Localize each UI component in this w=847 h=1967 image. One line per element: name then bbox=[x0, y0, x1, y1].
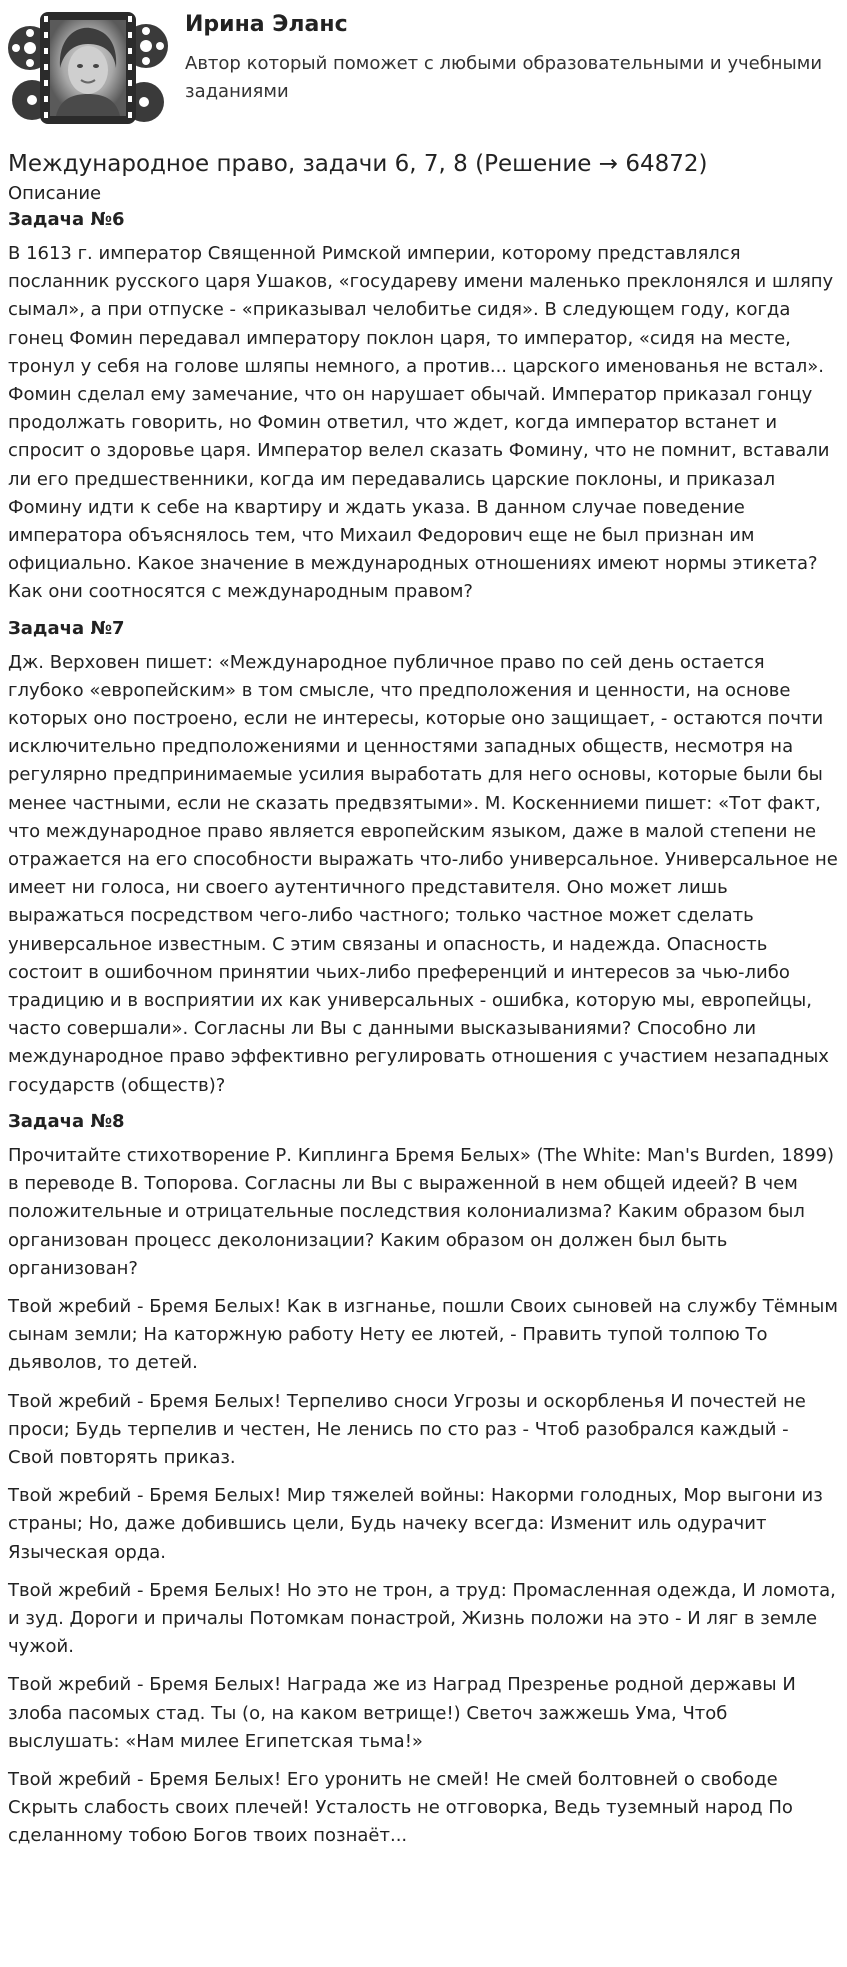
poem-stanza: Твой жребий - Бремя Белых! Как в изгнанье, пошли Своих сыновей на службу Тёмным сынам земли; На каторжную работу Нету ее лютей, - Править тупой толпою То дьяволов, то детей. bbox=[8, 1295, 838, 1374]
task-text: В 1613 г. император Священной Римской империи, которому представлялся посланник русского царя Ушаков, «государеву имени маленько преклонялся и шляпу сымал», а при отпуске - «приказывал челобитье сидя». В следующем году, когда гонец Фомин передавал императору поклон царя, то император, «сидя на месте, тронул у себя на голове шляпы немного, а против... царского именованья не встал». Фомин сделал ему замечание, что он нарушает обычай. Император приказал гонцу продолжать говорить, но Фомин ответил, что ждет, когда император встанет и спросит о здоровье царя. Император велел сказать Фомину, что не помнит, вставали ли его предшественники, когда им передавались царские поклоны, и приказал Фомину идти к себе на квартиру и ждать указа. В данном случае поведение императора объяснялось тем, что Михаил Федорович еще не был признан им официально. Какое значение в международных отношениях имеют нормы этикета? Как они соотносятся с международным правом? bbox=[8, 243, 834, 603]
author-description: Автор который поможет с любыми образовательными и учебными заданиями bbox=[185, 53, 823, 102]
task-text: Прочитайте стихотворение Р. Киплинга Бремя Белых» (The White: Man's Burden, 1899) в переводе В. Топорова. Согласны ли Вы с выраженной в нем общей идеей? В чем положительные и отрицательные последствия колониализма? Каким образом был организован процесс деколонизации? Каким образом он должен был быть организован? bbox=[8, 1144, 835, 1279]
poem-stanza: Твой жребий - Бремя Белых! Мир тяжелей войны: Накорми голодных, Мор выгони из страны; Но, даже добившись цели, Будь начеку всегда: Изменит иль одурачит Языческая орда. bbox=[8, 1485, 823, 1563]
task-6 bbox=[8, 208, 840, 607]
film-reel-avatar-icon bbox=[8, 8, 168, 128]
task-heading: Задача №6 bbox=[8, 209, 125, 230]
page-title: Международное право, задачи 6, 7, 8 (Решение → 64872) bbox=[8, 151, 708, 177]
task-8 bbox=[8, 1110, 840, 1851]
author-card bbox=[0, 0, 847, 135]
poem-stanza: Твой жребий - Бремя Белых! Его уронить не смей! Не смей болтовней о свободе Скрыть слабость своих плечей! Усталость не отговорка, Ведь туземный народ По сделанному тобою Богов твоих познаёт... bbox=[8, 1768, 793, 1847]
poem-stanza: Твой жребий - Бремя Белых! Терпеливо сноси Угрозы и оскорбленья И почестей не проси; Будь терпелив и честен, Не ленись по сто раз - Чтоб разобрался каждый - Свой повторять приказ. bbox=[8, 1390, 806, 1468]
poem-stanza: Твой жребий - Бремя Белых! Награда же из Наград Презренье родной державы И злоба пасомых стад. Ты (о, на каком ветрище!) Светоч зажжешь Ума, Чтоб выслушать: «Нам милее Египетская тьма!» bbox=[8, 1674, 796, 1752]
task-7 bbox=[8, 617, 840, 1100]
task-heading: Задача №8 bbox=[8, 1110, 125, 1132]
author-name[interactable]: Ирина Эланс bbox=[185, 12, 348, 37]
task-heading: Задача №7 bbox=[8, 617, 125, 639]
task-text: Дж. Верховен пишет: «Международное публичное право по сей день остается глубоко «европейским» в том смысле, что предположения и ценности, на основе которых оно построено, если не интересы, которые оно защищает, - остаются почти исключительно предположениями и ценностями западных обществ, несмотря на регулярно предпринимаемые усилия выработать для него основы, которые были бы менее частными, если не сказать предвзятыми». М. Коскенниеми пишет: «Тот факт, что международное право является европейским языком, даже в малой степени не отражается на его способности выражать что-либо универсальное. Универсальное не имеет ни голоса, ни своего аутентичного представителя. Оно может лишь выражаться посредством чего-либо частного; только частное может сделать универсальное известным. С этим связаны и опасность, и надежда. Опасность состоит в ошибочном принятии чьих-либо преференций и интересов за чью-либо традицию и в восприятии их как универсальных - ошибка, которую мы, европейцы, часто совершали». Согласны ли Вы с данными высказываниями? Способно ли международное право эффективно регулировать отношения с участием незападных государств (обществ)? bbox=[8, 651, 838, 1096]
description-label: Описание bbox=[8, 183, 102, 204]
poem-stanza: Твой жребий - Бремя Белых! Но это не трон, а труд: Промасленная одежда, И ломота, и зуд. Дороги и причалы Потомкам понастрой, Жизнь положи на это - И ляг в земле чужой. bbox=[8, 1579, 836, 1658]
avatar[interactable] bbox=[8, 8, 168, 128]
main-content bbox=[8, 148, 840, 1861]
